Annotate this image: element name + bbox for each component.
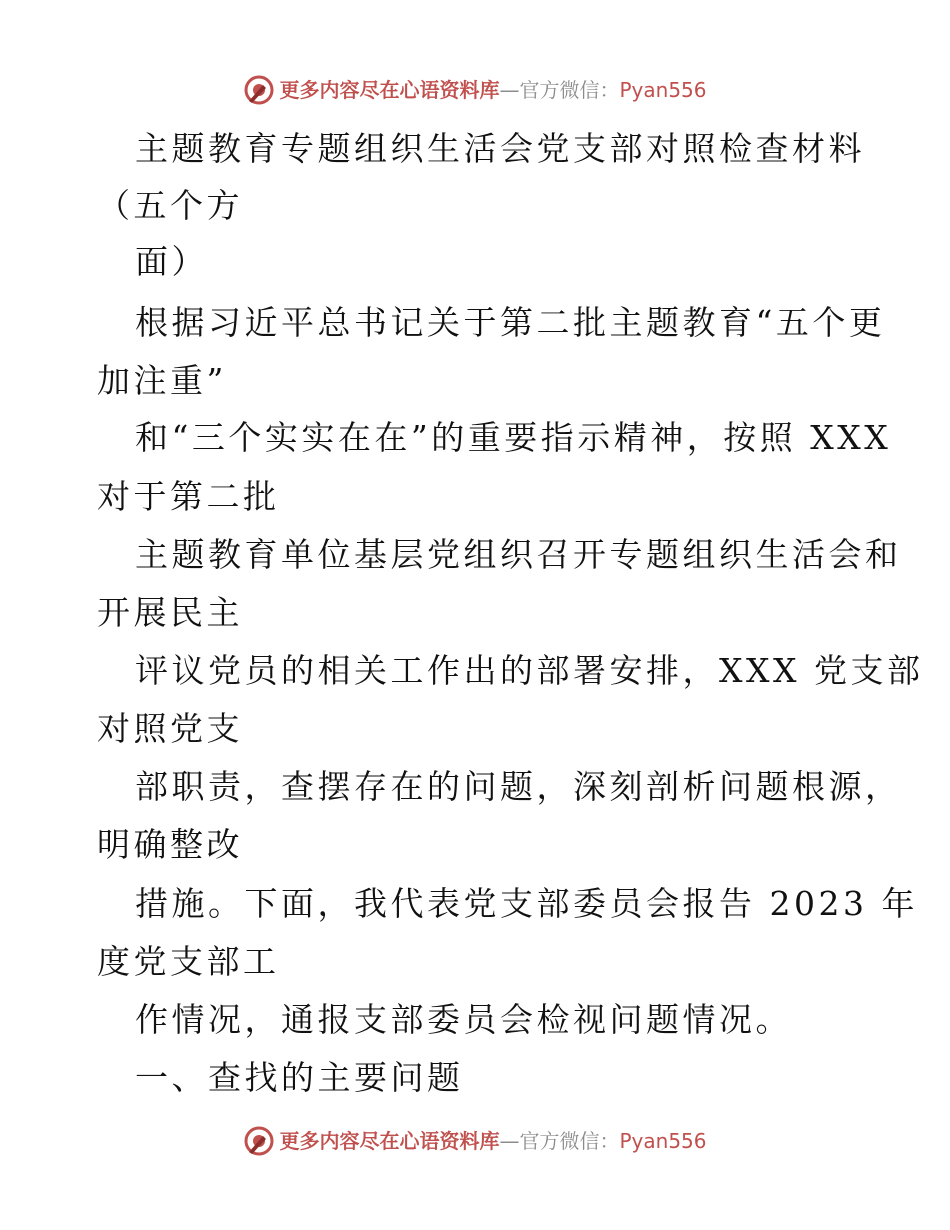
document-title-line-1: 主题教育专题组织生活会党支部对照检查材料 bbox=[135, 129, 865, 168]
paragraph-line: 度党支部工 bbox=[97, 942, 280, 981]
header-watermark-banner bbox=[0, 74, 950, 106]
paragraph-line: 评议党员的相关工作出的部署安排，XXX 党支部 bbox=[135, 651, 924, 690]
paragraph-line: 对照党支 bbox=[97, 709, 243, 748]
paragraph-line: 部职责，查摆存在的问题，深刻剖析问题根源， bbox=[135, 767, 902, 806]
paragraph-line: 主题教育单位基层党组织召开专题组织生活会和 bbox=[135, 535, 902, 574]
pen-logo-icon bbox=[243, 1125, 275, 1157]
paragraph-line: 对于第二批 bbox=[97, 477, 280, 516]
banner-separator: —官方微信： bbox=[499, 1129, 620, 1153]
banner-wechat-id: Pyan556 bbox=[619, 1129, 707, 1153]
banner-wechat-id: Pyan556 bbox=[619, 78, 707, 102]
paragraph-line: 作情况，通报支部委员会检视问题情况。 bbox=[135, 1000, 792, 1039]
paragraph-line: 根据习近平总书记关于第二批主题教育“五个更 bbox=[135, 303, 886, 342]
paragraph-line: 开展民主 bbox=[97, 593, 243, 632]
banner-text: 更多内容尽在心语资料库 bbox=[279, 1129, 500, 1153]
footer-watermark-banner bbox=[0, 1125, 950, 1157]
paragraph-line: 措施。下面，我代表党支部委员会报告 2023 年 bbox=[135, 884, 918, 923]
banner-text: 更多内容尽在心语资料库 bbox=[279, 78, 500, 102]
section-heading: 一、查找的主要问题 bbox=[135, 1058, 464, 1097]
paragraph-line: 明确整改 bbox=[97, 825, 243, 864]
document-title-line-3: 面） bbox=[135, 242, 208, 281]
paragraph-line: 加注重” bbox=[97, 361, 227, 400]
paragraph-line: 和“三个实实在在”的重要指示精神，按照 XXX bbox=[135, 418, 892, 457]
document-title-line-2: （五个方 bbox=[97, 186, 243, 225]
pen-logo-icon bbox=[243, 74, 275, 106]
banner-separator: —官方微信： bbox=[499, 78, 620, 102]
